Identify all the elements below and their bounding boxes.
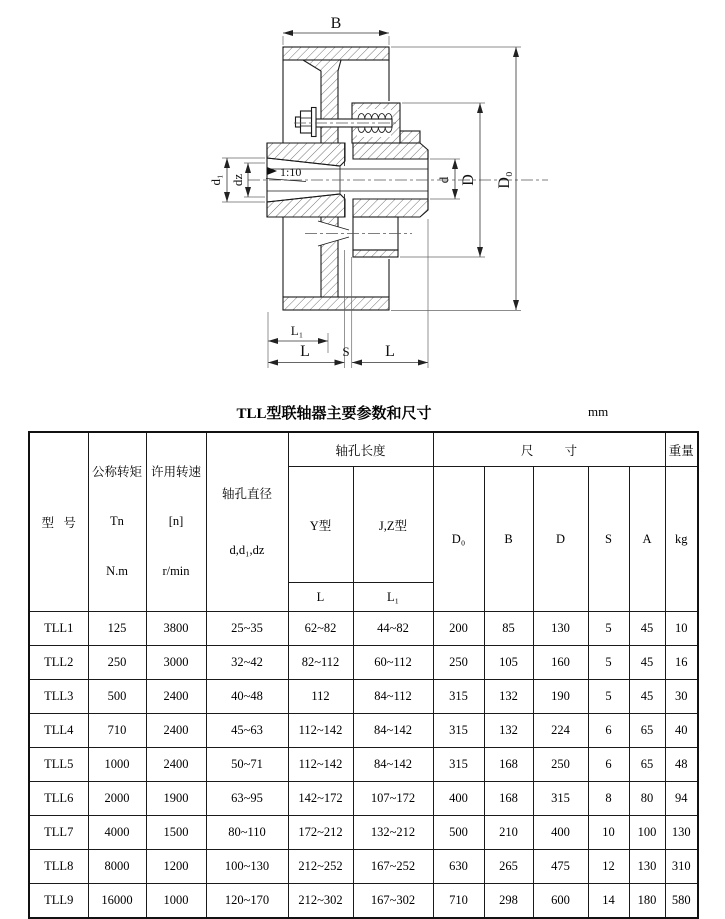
dim-label-d1: d₁	[208, 174, 223, 186]
table-row	[29, 612, 698, 646]
cell-l: 112~142	[288, 748, 353, 782]
cell-tn: 2000	[88, 782, 146, 816]
header-bore-dia-line2: d,d₁,dz	[229, 543, 265, 558]
cell-n: 1200	[146, 850, 206, 884]
cell-tn: 710	[88, 714, 146, 748]
cell-s: 6	[588, 714, 629, 748]
cell-model: TLL9	[29, 884, 88, 919]
cell-d: 63~95	[206, 782, 288, 816]
cell-a: 180	[629, 884, 665, 919]
dimension-d-bore	[430, 159, 460, 199]
cell-n: 1900	[146, 782, 206, 816]
table-row	[29, 714, 698, 748]
dimension-l1	[268, 323, 328, 353]
cell-d: 100~130	[206, 850, 288, 884]
cell-kg: 10	[665, 612, 698, 646]
dim-label-d0: D₀	[496, 171, 513, 189]
cell-dd: 224	[533, 714, 588, 748]
cell-l1: 107~172	[353, 782, 433, 816]
right-hub-section	[353, 131, 428, 257]
cell-model: TLL2	[29, 646, 88, 680]
cell-model: TLL8	[29, 850, 88, 884]
cell-l1: 60~112	[353, 646, 433, 680]
cell-tn: 1000	[88, 748, 146, 782]
header-torque-line3: N.m	[106, 563, 128, 578]
cell-dd: 400	[533, 816, 588, 850]
cell-s: 8	[588, 782, 629, 816]
cell-d: 25~35	[206, 612, 288, 646]
cell-n: 3800	[146, 612, 206, 646]
coupling-section-drawing	[0, 0, 725, 393]
cell-l1: 132~212	[353, 816, 433, 850]
cell-l: 142~172	[288, 782, 353, 816]
cell-tn: 125	[88, 612, 146, 646]
cell-d: 50~71	[206, 748, 288, 782]
cell-tn: 8000	[88, 850, 146, 884]
header-bore-length: 轴孔长度	[288, 432, 433, 467]
cell-n: 2400	[146, 714, 206, 748]
cell-s: 5	[588, 680, 629, 714]
cell-dd: 190	[533, 680, 588, 714]
cell-s: 14	[588, 884, 629, 919]
header-l1: L₁	[353, 583, 433, 612]
cell-kg: 40	[665, 714, 698, 748]
table-row	[29, 646, 698, 680]
dim-label-l-left: L	[300, 343, 310, 360]
cell-a: 130	[629, 850, 665, 884]
cell-b: 210	[484, 816, 533, 850]
cell-tn: 500	[88, 680, 146, 714]
cell-dd: 160	[533, 646, 588, 680]
cell-dd: 315	[533, 782, 588, 816]
header-s: S	[588, 467, 629, 612]
header-speed	[146, 432, 206, 612]
parameters-table	[28, 431, 699, 919]
cell-s: 10	[588, 816, 629, 850]
taper-label: 1:10	[280, 165, 302, 179]
cell-l1: 44~82	[353, 612, 433, 646]
header-jz-type: J,Z型	[353, 467, 433, 583]
cell-d0: 250	[433, 646, 484, 680]
cell-tn: 4000	[88, 816, 146, 850]
cell-l1: 84~142	[353, 748, 433, 782]
cell-kg: 94	[665, 782, 698, 816]
cell-s: 6	[588, 748, 629, 782]
dim-label-d-outer: D	[460, 174, 477, 186]
title-row	[0, 393, 725, 425]
header-d0: D₀	[433, 467, 484, 612]
cell-l: 62~82	[288, 612, 353, 646]
table-row	[29, 816, 698, 850]
cell-b: 168	[484, 748, 533, 782]
cell-l: 172~212	[288, 816, 353, 850]
cell-l1: 84~112	[353, 680, 433, 714]
cell-b: 105	[484, 646, 533, 680]
cell-kg: 30	[665, 680, 698, 714]
cell-model: TLL3	[29, 680, 88, 714]
cell-kg: 48	[665, 748, 698, 782]
cell-s: 5	[588, 646, 629, 680]
dim-label-dz: dz	[230, 173, 245, 187]
cell-dd: 600	[533, 884, 588, 919]
cell-a: 100	[629, 816, 665, 850]
cell-model: TLL7	[29, 816, 88, 850]
taper-annotation	[266, 165, 306, 182]
cell-n: 2400	[146, 748, 206, 782]
cell-d: 80~110	[206, 816, 288, 850]
cell-tn: 16000	[88, 884, 146, 919]
cell-d0: 315	[433, 714, 484, 748]
cell-kg: 130	[665, 816, 698, 850]
header-bore-diameter	[206, 432, 288, 612]
header-weight: 重量	[665, 432, 698, 467]
cell-d0: 400	[433, 782, 484, 816]
table-row	[29, 782, 698, 816]
header-l: L	[288, 583, 353, 612]
cell-a: 80	[629, 782, 665, 816]
table-row	[29, 884, 698, 919]
cell-l: 112~142	[288, 714, 353, 748]
table-row	[29, 850, 698, 884]
cell-n: 1500	[146, 816, 206, 850]
header-speed-line3: r/min	[162, 563, 190, 578]
cell-s: 12	[588, 850, 629, 884]
dimension-d0	[391, 47, 521, 311]
header-speed-line2: [n]	[168, 514, 184, 529]
cell-n: 3000	[146, 646, 206, 680]
table-body	[29, 612, 698, 919]
header-bore-dia-line1: 轴孔直径	[221, 486, 272, 501]
cell-a: 65	[629, 748, 665, 782]
cell-n: 1000	[146, 884, 206, 919]
cell-d: 45~63	[206, 714, 288, 748]
header-torque	[88, 432, 146, 612]
cell-l: 212~302	[288, 884, 353, 919]
dim-label-b: B	[330, 15, 342, 32]
header-d: D	[533, 467, 588, 612]
cell-b: 168	[484, 782, 533, 816]
dim-label-s: S	[342, 344, 350, 359]
dimension-s	[342, 257, 351, 368]
cell-d0: 200	[433, 612, 484, 646]
cell-kg: 310	[665, 850, 698, 884]
page-title: TLL型联轴器主要参数和尺寸	[236, 406, 432, 422]
cell-b: 265	[484, 850, 533, 884]
cell-d0: 500	[433, 816, 484, 850]
cell-model: TLL4	[29, 714, 88, 748]
header-a: A	[629, 467, 665, 612]
cell-a: 65	[629, 714, 665, 748]
cell-dd: 250	[533, 748, 588, 782]
cell-l: 112	[288, 680, 353, 714]
header-speed-line1: 许用转速	[150, 465, 201, 479]
dim-label-d-bore: d	[436, 176, 451, 184]
cell-a: 45	[629, 646, 665, 680]
header-torque-line2: Tn	[110, 514, 124, 529]
cell-b: 298	[484, 884, 533, 919]
header-size: 尺 寸	[433, 432, 665, 467]
cell-tn: 250	[88, 646, 146, 680]
cell-model: TLL5	[29, 748, 88, 782]
dimension-b	[283, 15, 389, 45]
cell-l: 212~252	[288, 850, 353, 884]
cell-b: 132	[484, 680, 533, 714]
cell-d0: 315	[433, 748, 484, 782]
cell-l1: 167~302	[353, 884, 433, 919]
cell-a: 45	[629, 680, 665, 714]
cell-n: 2400	[146, 680, 206, 714]
cell-d0: 315	[433, 680, 484, 714]
cell-l: 82~112	[288, 646, 353, 680]
header-model: 型 号	[29, 432, 88, 612]
cell-a: 45	[629, 612, 665, 646]
cell-b: 85	[484, 612, 533, 646]
cell-l1: 167~252	[353, 850, 433, 884]
cell-s: 5	[588, 612, 629, 646]
cell-d: 40~48	[206, 680, 288, 714]
dim-label-l-right: L	[385, 343, 395, 360]
cell-d0: 710	[433, 884, 484, 919]
cell-d: 120~170	[206, 884, 288, 919]
cell-kg: 16	[665, 646, 698, 680]
table-row	[29, 680, 698, 714]
header-weight-unit: kg	[665, 467, 698, 612]
table-header	[29, 432, 698, 612]
table-row	[29, 748, 698, 782]
cell-model: TLL1	[29, 612, 88, 646]
cell-dd: 130	[533, 612, 588, 646]
cell-d0: 630	[433, 850, 484, 884]
unit-label: mm	[588, 404, 609, 419]
taper-arrow-icon	[267, 167, 277, 175]
cell-b: 132	[484, 714, 533, 748]
cell-l1: 84~142	[353, 714, 433, 748]
cell-kg: 580	[665, 884, 698, 919]
dim-label-l1: L₁	[290, 323, 304, 338]
header-b: B	[484, 467, 533, 612]
cell-dd: 475	[533, 850, 588, 884]
header-y-type: Y型	[288, 467, 353, 583]
cell-d: 32~42	[206, 646, 288, 680]
header-torque-line1: 公称转矩	[91, 465, 142, 479]
cell-model: TLL6	[29, 782, 88, 816]
coupling-drawing-svg	[0, 0, 725, 393]
